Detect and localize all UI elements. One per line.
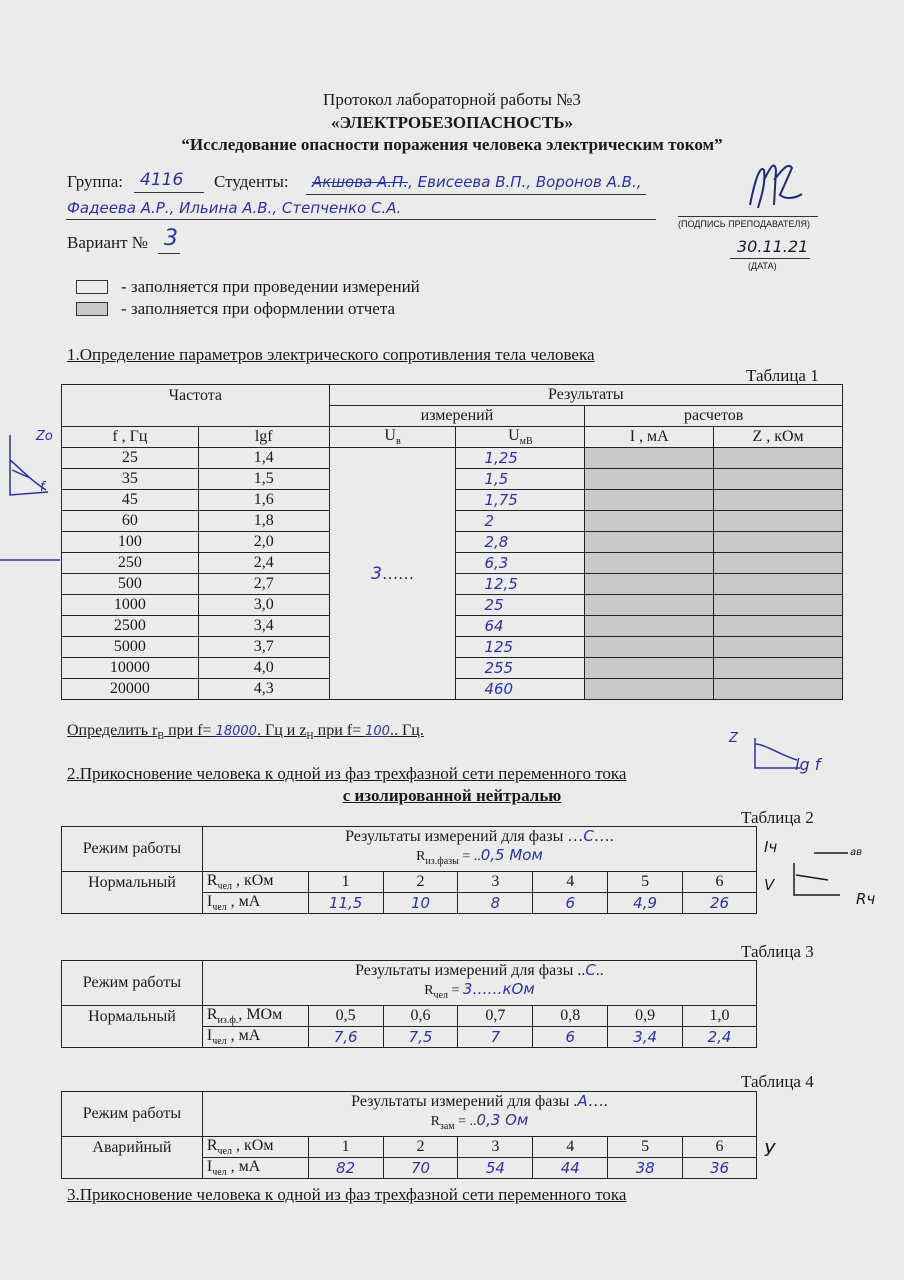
table2-mode-header: Режим работы xyxy=(62,827,203,872)
table3-param-value: 3……кОм xyxy=(462,980,535,999)
table2-results-header: Результаты измерений для фазы …С…. $R_{из.фазы} = ..0,5$ Мом xyxy=(202,827,756,872)
table2-mode: Нормальный xyxy=(62,872,203,914)
margin-z0: Zо xyxy=(36,429,53,444)
teacher-signature xyxy=(730,150,820,215)
date-value: 30.11.21 xyxy=(737,237,809,256)
t1-f: 100 xyxy=(62,532,199,553)
t1-z xyxy=(714,469,843,490)
t1-f: 2500 xyxy=(62,616,199,637)
table2-row1-value: 1 xyxy=(308,872,383,893)
t1-f: 1000 xyxy=(62,595,199,616)
t1-f: 500 xyxy=(62,574,199,595)
t1-lgf: 4,3 xyxy=(198,679,329,700)
table2-param-value: 0,5 Мом xyxy=(480,846,543,865)
table-1 xyxy=(61,384,843,700)
table3-mode-header: Режим работы xyxy=(62,961,203,1006)
table4-row2-value: 70 xyxy=(383,1158,458,1179)
table4-phase: А xyxy=(577,1092,588,1111)
margin-iy: Iч xyxy=(764,838,778,856)
t1-lgf: 1,4 xyxy=(198,448,329,469)
t1-z xyxy=(714,616,843,637)
table2-row2-value: 11,5 xyxy=(308,893,383,914)
table2-row2-value: 4,9 xyxy=(608,893,683,914)
t1-lgf: 3,7 xyxy=(198,637,329,658)
table2-row1-value: 4 xyxy=(533,872,608,893)
table4-row1-value: 5 xyxy=(608,1137,683,1158)
table-1-label: Таблица 1 xyxy=(746,366,819,385)
t1-lgf: 3,4 xyxy=(198,616,329,637)
table2-phase: С xyxy=(583,827,594,846)
group-underline xyxy=(134,192,204,193)
t1-i xyxy=(585,490,714,511)
table2-row1-label: $R_{чел}$ , кОм xyxy=(202,872,308,893)
table4-row2-value: 44 xyxy=(533,1158,608,1179)
t1-i xyxy=(585,511,714,532)
t1-z xyxy=(714,658,843,679)
t1-f: 25 xyxy=(62,448,199,469)
table-4-label: Таблица 4 xyxy=(741,1072,814,1091)
t1-i xyxy=(585,532,714,553)
t1-lgf: 2,7 xyxy=(198,574,329,595)
t1-f: 20000 xyxy=(62,679,199,700)
table3-row1-value: 1,0 xyxy=(683,1006,757,1027)
t1-col-um: $U_{мВ}$ xyxy=(456,427,585,448)
table4-row1-value: 2 xyxy=(383,1137,458,1158)
t1-um: 2 xyxy=(456,511,585,532)
table-2-label: Таблица 2 xyxy=(741,808,814,827)
t1-z xyxy=(714,574,843,595)
t1-col-z: Z , кОм xyxy=(714,427,843,448)
table2-row2-value: 26 xyxy=(683,893,757,914)
variant-value: 3 xyxy=(164,226,178,251)
t1-um: 460 xyxy=(456,679,585,700)
date-line xyxy=(730,258,810,259)
t1-header-calculations: расчетов xyxy=(585,406,843,427)
table3-table xyxy=(61,960,757,1048)
table3-row2-value: 7,6 xyxy=(308,1027,383,1048)
margin-f: f xyxy=(40,480,45,495)
t1-i xyxy=(585,469,714,490)
t1-um: 2,8 xyxy=(456,532,585,553)
t1-i xyxy=(585,448,714,469)
margin-y: У xyxy=(764,1140,775,1161)
table4-table xyxy=(61,1091,757,1179)
t1-col-i: I , мА xyxy=(585,427,714,448)
table3-row2-value: 7,5 xyxy=(383,1027,458,1048)
t1-z xyxy=(714,595,843,616)
t1-lgf: 1,5 xyxy=(198,469,329,490)
table3-row2-value: 2,4 xyxy=(683,1027,757,1048)
table2-row2-value: 6 xyxy=(533,893,608,914)
t1-col-u: $U_в$ xyxy=(329,427,456,448)
t1-f: 10000 xyxy=(62,658,199,679)
table2-row2-value: 10 xyxy=(383,893,458,914)
students-underline-1 xyxy=(306,194,646,195)
students-line-1 xyxy=(312,173,641,191)
t1-header-results: Результаты xyxy=(329,385,842,406)
table4-row1-label: $R_{чел}$ , кОм xyxy=(202,1137,308,1158)
table4-mode-header: Режим работы xyxy=(62,1092,203,1137)
t1-um: 1,75 xyxy=(456,490,585,511)
table3-row2-value: 6 xyxy=(533,1027,608,1048)
t1-lgf: 4,0 xyxy=(198,658,329,679)
t1-z xyxy=(714,553,843,574)
margin-v: V xyxy=(764,876,775,894)
t1-i xyxy=(585,574,714,595)
t1-z xyxy=(714,490,843,511)
t1-um: 25 xyxy=(456,595,585,616)
table3-mode: Нормальный xyxy=(62,1006,203,1048)
signature-caption: (ПОДПИСЬ ПРЕПОДАВАТЕЛЯ) xyxy=(678,219,810,229)
table4-row1-value: 1 xyxy=(308,1137,383,1158)
table4-row1-value: 6 xyxy=(683,1137,757,1158)
t1-i xyxy=(585,616,714,637)
t1-f: 250 xyxy=(62,553,199,574)
table4-row2-value: 82 xyxy=(308,1158,383,1179)
t1-col-f: f , Гц xyxy=(62,427,199,448)
table3-row1-value: 0,6 xyxy=(383,1006,458,1027)
students-underline-2 xyxy=(66,219,656,220)
table3-row1-value: 0,5 xyxy=(308,1006,383,1027)
determine-line: Определить $r_В$ при f= 18000. Гц и $z_Н$ при f= 100.. Гц. xyxy=(67,722,424,743)
legend-measured-text: - заполняется при проведении измерений xyxy=(121,277,420,296)
rb-frequency: 18000 xyxy=(215,724,257,739)
course-title: «ЭЛЕКТРОБЕЗОПАСНОСТЬ» xyxy=(330,113,574,132)
t1-um: 1,5 xyxy=(456,469,585,490)
t1-lgf: 2,4 xyxy=(198,553,329,574)
section-2-title: 2.Прикосновение человека к одной из фаз трехфазной сети переменного тока xyxy=(67,764,627,783)
t1-i xyxy=(585,637,714,658)
table4-param-value: 0,3 Ом xyxy=(476,1111,529,1130)
struck-student: Акшова А.П. xyxy=(312,173,409,191)
zn-frequency: 100 xyxy=(365,724,390,739)
t1-z xyxy=(714,448,843,469)
group-label: Группа: xyxy=(67,172,123,191)
t1-f: 60 xyxy=(62,511,199,532)
section-1-title: 1.Определение параметров электрического сопротивления тела человека xyxy=(67,345,595,364)
signature-line xyxy=(678,216,818,217)
table3-row2-label: $I_{чел}$ , мА xyxy=(202,1027,308,1048)
table2-row1-value: 3 xyxy=(458,872,533,893)
section-3-title: 3.Прикосновение человека к одной из фаз трехфазной сети переменного тока xyxy=(67,1185,627,1204)
table4-results-header: Результаты измерений для фазы .А…. $R_{зам} = ..0,3$ Ом xyxy=(202,1092,756,1137)
students-label: Студенты: xyxy=(214,172,289,191)
t1-f: 5000 xyxy=(62,637,199,658)
legend-report-text: - заполняется при оформлении отчета xyxy=(121,299,396,318)
t1-z xyxy=(714,679,843,700)
t1-u-cell: 3…… xyxy=(329,448,456,700)
t1-um: 1,25 xyxy=(456,448,585,469)
table3-results-header: Результаты измерений для фазы ..С.. $R_{чел}$ = 3……кОм xyxy=(202,961,756,1006)
work-title: “Исследование опасности поражения человека электрическим током” xyxy=(181,135,723,154)
t1-um: 6,3 xyxy=(456,553,585,574)
t1-i xyxy=(585,679,714,700)
t1-lgf: 2,0 xyxy=(198,532,329,553)
table4-row2-value: 54 xyxy=(458,1158,533,1179)
t1-lgf: 1,6 xyxy=(198,490,329,511)
t1-u-value: 3 xyxy=(371,563,382,584)
table3-row1-value: 0,8 xyxy=(533,1006,608,1027)
table3-row2-value: 7 xyxy=(458,1027,533,1048)
t1-i xyxy=(585,553,714,574)
variant-label: Вариант № xyxy=(67,233,149,252)
table3-row1-value: 0,9 xyxy=(608,1006,683,1027)
t1-header-measurements: измерений xyxy=(329,406,585,427)
section-2-subtitle: с изолированной нейтралью xyxy=(342,786,562,805)
t1-f: 35 xyxy=(62,469,199,490)
table4-row2-value: 38 xyxy=(608,1158,683,1179)
table3-row1-value: 0,7 xyxy=(458,1006,533,1027)
t1-i xyxy=(585,658,714,679)
t1-f: 45 xyxy=(62,490,199,511)
table3-row1-label: $R_{из.ф.}$, МОм xyxy=(202,1006,308,1027)
students-line-2: Фадеева А.Р., Ильина А.В., Степченко С.А. xyxy=(67,199,402,217)
table2-row1-value: 6 xyxy=(683,872,757,893)
t1-lgf: 1,8 xyxy=(198,511,329,532)
margin-z: Z xyxy=(729,731,738,746)
t1-um: 255 xyxy=(456,658,585,679)
t1-i xyxy=(585,595,714,616)
t1-um: 12,5 xyxy=(456,574,585,595)
margin-rch: Rч xyxy=(856,890,876,908)
t1-z xyxy=(714,511,843,532)
table4-mode: Аварийный xyxy=(62,1137,203,1179)
table4-row1-value: 4 xyxy=(533,1137,608,1158)
table2-row2-label: $I_{чел}$ , мА xyxy=(202,893,308,914)
date-caption: (ДАТА) xyxy=(748,261,777,271)
students-line-1-rest: , Евисеева В.П., Воронов А.В., xyxy=(408,173,642,191)
t1-z xyxy=(714,532,843,553)
legend-box-measured xyxy=(76,280,108,294)
variant-underline xyxy=(158,253,180,254)
table3-phase: С xyxy=(585,961,596,980)
protocol-title: Протокол лабораторной работы №3 xyxy=(323,90,581,109)
margin-lgf: lg f xyxy=(795,755,821,774)
t1-um: 125 xyxy=(456,637,585,658)
margin-ab: ав xyxy=(850,847,863,858)
t1-lgf: 3,0 xyxy=(198,595,329,616)
group-value: 4116 xyxy=(140,170,184,190)
legend-box-report xyxy=(76,302,108,316)
t1-z xyxy=(714,637,843,658)
table4-row2-value: 36 xyxy=(683,1158,757,1179)
margin-sketch-left xyxy=(0,420,64,575)
t1-col-lgf: lgf xyxy=(198,427,329,448)
t1-header-frequency: Частота xyxy=(62,385,330,427)
t1-um: 64 xyxy=(456,616,585,637)
table2-row1-value: 2 xyxy=(383,872,458,893)
table4-row1-value: 3 xyxy=(458,1137,533,1158)
table4-row2-label: $I_{чел}$ , мА xyxy=(202,1158,308,1179)
table2-row1-value: 5 xyxy=(608,872,683,893)
t1-row xyxy=(62,448,843,469)
table2-table xyxy=(61,826,757,914)
table-3-label: Таблица 3 xyxy=(741,942,814,961)
table2-row2-value: 8 xyxy=(458,893,533,914)
table3-row2-value: 3,4 xyxy=(608,1027,683,1048)
